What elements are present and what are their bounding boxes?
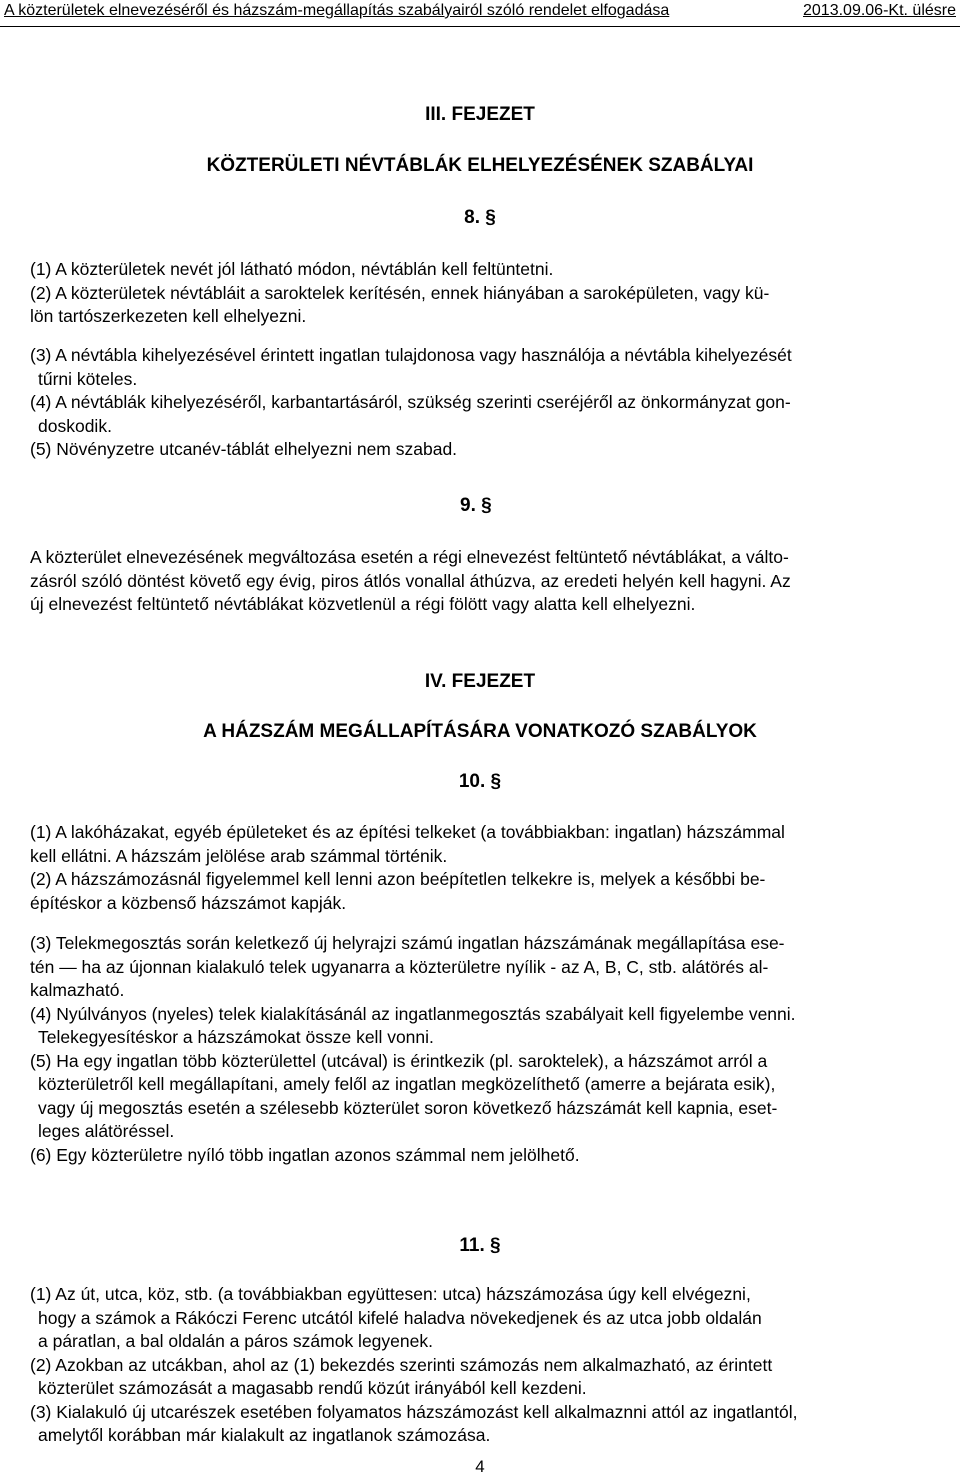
text-line: (3) A névtábla kihelyezésével érintett ingatlan tulajdonosa vagy használója a névtábla kihelyezését [30,345,792,365]
text-line: (2) Azokban az utcákban, ahol az (1) bekezdés szerinti számozás nem alkalmazható, az érintett [30,1354,773,1375]
chapter-3-label: III. FEJEZET [425,104,535,125]
text-line: leges alátöréssel. [38,1121,175,1141]
section-9-heading: 9. § [460,495,492,516]
text-line: kell ellátni. A házszám jelölése arab számmal történik. [30,845,448,866]
page-header [0,0,960,27]
text-line: (4) A névtáblák kihelyezéséről, karbantartásáról, szükség szerinti cseréjéről az önkormányzat gon- [30,392,791,412]
text-line: új elnevezést feltüntető névtáblákat közvetlenül a régi fölött vagy alatta kell elhelyezni. [30,594,696,614]
text-line: építéskor a közbenső házszámot kapják. [30,892,347,913]
text-line: a páratlan, a bal oldalán a páros számok legyenek. [38,1331,433,1351]
header-title: A közterületek elnevezéséről és házszám-megállapítás szabályairól szóló rendelet elfogadása [4,2,670,19]
text-line: (4) Nyúlványos (nyeles) telek kialakításánál az ingatlanmegosztás szabályait kell figyelembe venni. [30,1003,796,1024]
chapter-4-title: A HÁZSZÁM MEGÁLLAPÍTÁSÁRA VONATKOZÓ SZABÁLYOK [203,721,757,742]
chapter-4-label: IV. FEJEZET [424,671,536,692]
section-8-paragraph-1 [30,258,769,329]
page-number: 4 [475,1457,485,1476]
text-line: zásról szóló döntést követő egy évig, piros átlós vonallal áthúzva, az eredeti helyén kell hagyni. Az [30,570,791,591]
text-line: (2) A házszámozásnál figyelemmel kell lenni azon beépítetlen telkekre is, melyek a későbbi be- [30,869,766,889]
section-8-heading: 8. § [464,207,496,228]
section-10-paragraphs-1-2 [30,821,785,915]
text-line: (1) A közterületek nevét jól látható módon, névtáblán kell feltüntetni. [30,259,554,279]
text-line: (3) Kialakuló új utcarészek esetében folyamatos házszámozást kell alkalmaznni attól az ingatlantól, [30,1401,798,1422]
text-line: hogy a számok a Rákóczi Ferenc utcától kifelé haladva növekedjenek és az utca jobb oldalán [38,1307,762,1328]
text-line: tén — ha az újonnan kialakuló telek ugyanarra a közterületre nyílik - az A, B, C, stb. alátörés al- [30,956,769,977]
text-line: (2) A közterületek névtábláit a saroktelek kerítésén, ennek hiányában a saroképületen, vagy kü- [30,282,770,303]
text-line: (5) Növényzetre utcanév-táblát elhelyezni nem szabad. [30,439,458,459]
text-line: vagy új megosztás esetén a szélesebb közterület soron következő házszámát kell kapnia, eset- [38,1097,778,1118]
text-line: doskodik. [38,415,112,436]
text-line: Telekegyesítéskor a házszámokat össze kell vonni. [38,1027,434,1047]
text-line: közterület számozását a magasabb rendű közút irányából kell kezdeni. [38,1378,587,1398]
text-line: (5) Ha egy ingatlan több közterülettel (utcával) is érintkezik (pl. saroktelek), a házszámot arról a [30,1050,768,1071]
section-9-paragraph [30,546,791,617]
section-11-heading: 11. § [459,1235,501,1256]
text-line: amelytől korábban már kialakult az ingatlanok számozása. [38,1425,491,1445]
text-line: kalmazható. [30,980,125,1000]
text-line: (6) Egy közterületre nyíló több ingatlan azonos számmal nem jelölhető. [30,1144,580,1165]
text-line: (1) A lakóházakat, egyéb épületeket és az építési telkeket (a továbbiakban: ingatlan) házszámmal [30,822,785,842]
text-line: lön tartószerkezeten kell elhelyezni. [30,306,307,326]
section-10-paragraphs-3-6 [30,932,796,1167]
text-line: tűrni köteles. [38,368,138,389]
text-line: (3) Telekmegosztás során keletkező új helyrajzi számú ingatlan házszámának megállapítása ese- [30,933,785,953]
section-8-paragraph-3 [30,344,792,462]
text-line: A közterület elnevezésének megváltozása esetén a régi elnevezést feltüntető névtáblákat, a válto- [30,547,789,567]
chapter-3-title: KÖZTERÜLETI NÉVTÁBLÁK ELHELYEZÉSÉNEK SZABÁLYAI [206,155,754,176]
section-10-heading: 10. § [458,771,502,792]
header-date: 2013.09.06-Kt. ülésre [803,2,956,19]
section-11-paragraphs [30,1283,797,1448]
text-line: (1) Az út, utca, köz, stb. (a továbbiakban együttesen: utca) házszámozása úgy kell elvégezni, [30,1284,751,1304]
text-line: közterületről kell megállapítani, amely felől az ingatlan megközelíthető (amerre a bejárata esik), [38,1074,776,1094]
